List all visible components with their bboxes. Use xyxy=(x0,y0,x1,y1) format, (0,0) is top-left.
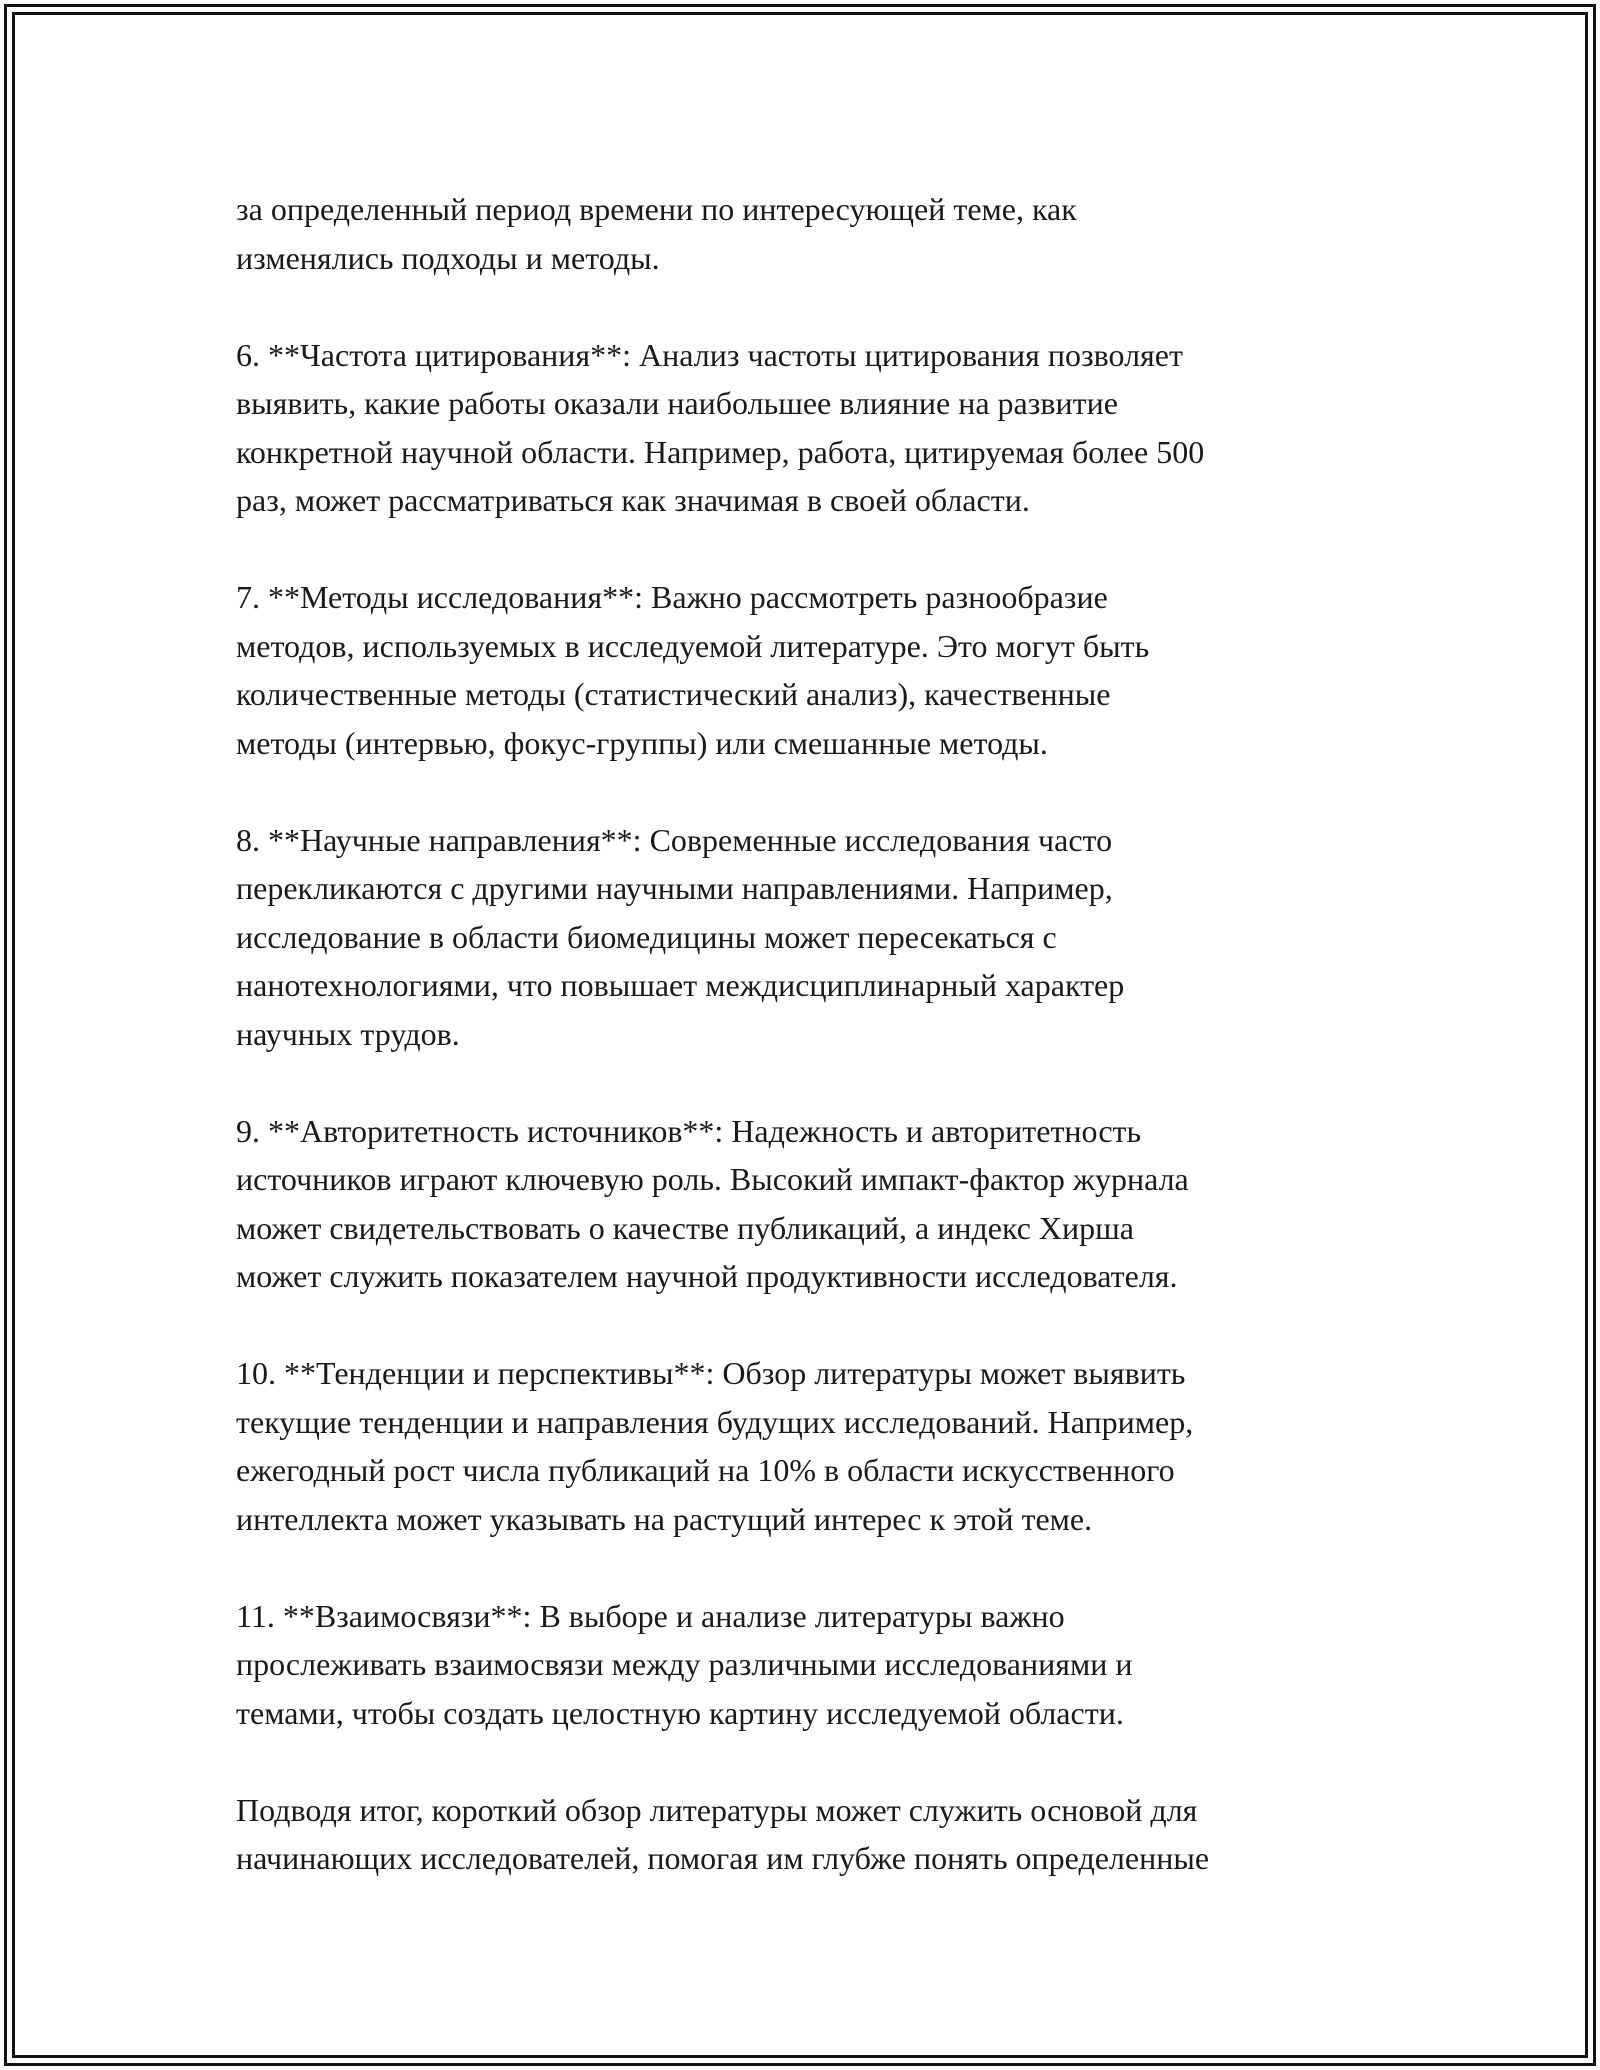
paragraph-item-10-trends: 10. **Тенденции и перспективы**: Обзор литературы может выявить текущие тенденции и направления будущих исследований. Например, ежегодный рост числа публикаций на 10% в области искусственного интеллекта может указывать на растущий интерес к этой теме. xyxy=(236,1355,1194,1537)
paragraph-item-9-source-authority: 9. **Авторитетность источников**: Надежность и авторитетность источников играют ключевую роль. Высокий импакт-фактор журнала может свидетельствовать о качестве публикаций, а индекс Хирша может служить показателем научной продуктивности исследователя. xyxy=(236,1112,1189,1294)
paragraph-summary: Подводя итог, короткий обзор литературы может служить основой для начинающих исследователей, помогая им глубже понять определенные xyxy=(236,1791,1210,1876)
document-body xyxy=(236,185,1386,1883)
paragraph-item-11-interconnections: 11. **Взаимосвязи**: В выборе и анализе литературы важно прослеживать взаимосвязи между различными исследованиями и темами, чтобы создать целостную картину исследуемой области. xyxy=(236,1597,1133,1731)
paragraph-continuation: за определенный период времени по интересующей теме, как изменялись подходы и методы. xyxy=(236,191,1077,276)
paragraph-item-7-research-methods: 7. **Методы исследования**: Важно рассмотреть разнообразие методов, используемых в исследуемой литературе. Это могут быть количественные методы (статистический анализ), качественные методы (интервью, фокус-группы) или смешанные методы. xyxy=(236,579,1150,761)
paragraph-item-8-scientific-directions: 8. **Научные направления**: Современные исследования часто перекликаются с другими научными направлениями. Например, исследование в области биомедицины может пересекаться с нанотехнологиями, что повышает междисциплинарный характер научных трудов. xyxy=(236,821,1125,1052)
paragraph-item-6-citation-frequency: 6. **Частота цитирования**: Анализ частоты цитирования позволяет выявить, какие работы оказали наибольшее влияние на развитие конкретной научной области. Например, работа, цитируемая более 500 раз, может рассматриваться как значимая в своей области. xyxy=(236,336,1205,518)
